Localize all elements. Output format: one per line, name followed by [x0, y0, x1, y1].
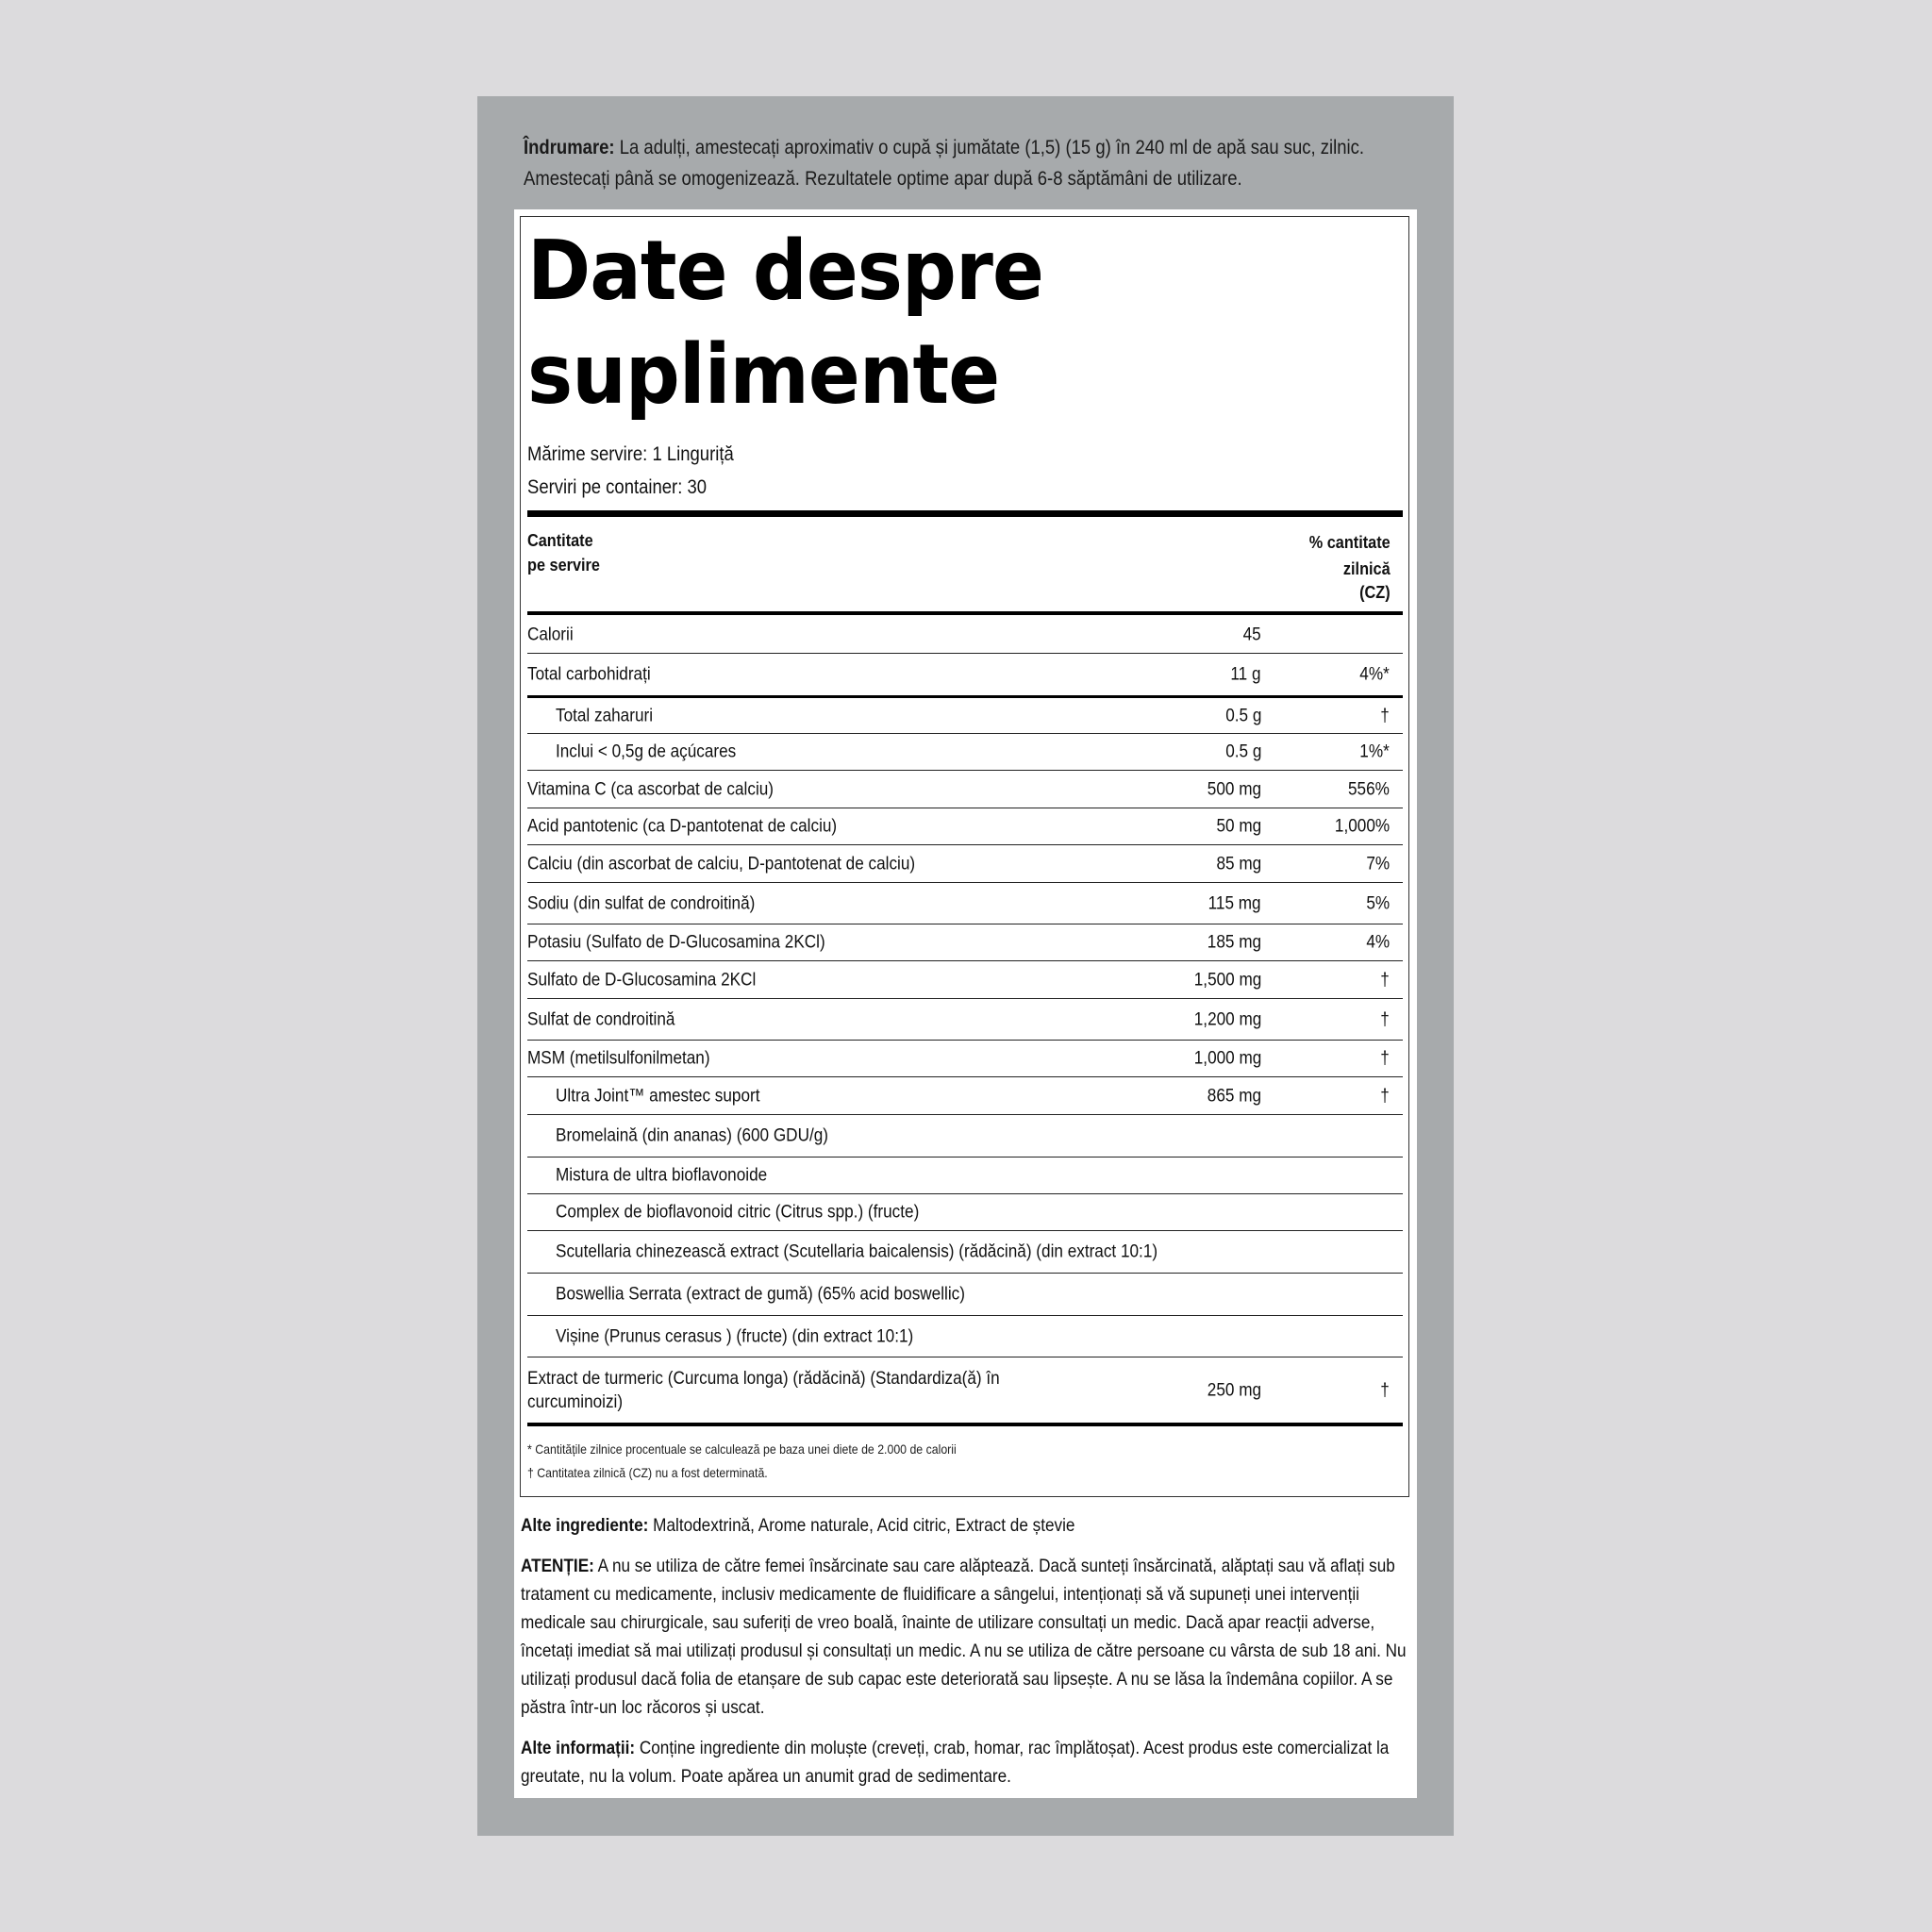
other-ingredients-text: Maltodextrină, Arome naturale, Acid citric, Extract de ștevie	[648, 1515, 1075, 1536]
nutrient-name: Scutellaria chinezească extract (Scutellaria baicalensis) (rădăcină) (din extract 10:1)	[556, 1241, 1158, 1262]
directions-label: Îndrumare:	[524, 136, 615, 158]
nutrient-amount: 1,200 mg	[1193, 1008, 1261, 1029]
table-row	[527, 924, 1403, 960]
servings-per-container: Serviri pe container: 30	[527, 476, 708, 498]
warning-section	[521, 1552, 1413, 1722]
nutrient-amount: 11 g	[1230, 663, 1261, 685]
header-left-line-2: pe servire	[527, 555, 600, 575]
warning-label: ATENȚIE:	[521, 1556, 594, 1576]
thick-rule-top	[527, 510, 1403, 517]
nutrient-amount: 1,000 mg	[1193, 1047, 1261, 1069]
other-ingredients	[521, 1511, 1413, 1540]
table-row	[527, 844, 1403, 882]
nutrient-name: Acid pantotenic (ca D-pantotenat de calciu)	[527, 815, 838, 837]
directions-body: La adulți, amestecați aproximativ o cupă și jumătate (1,5) (15 g) în 240 ml de apă sau suc, zilnic. Amestecați până se omogenizează. Rezultatele optime apar după 6-8 săptămâni de utilizare.	[524, 136, 1365, 190]
thick-rule-header	[527, 611, 1403, 615]
other-ingredients-label: Alte ingrediente:	[521, 1515, 649, 1536]
nutrient-daily-value: 4%*	[1359, 663, 1390, 685]
nutrient-amount: 250 mg	[1207, 1379, 1261, 1400]
table-row	[527, 1230, 1403, 1273]
nutrient-amount: 45	[1242, 624, 1261, 644]
nutrient-name: Total zaharuri	[556, 705, 654, 725]
nutrient-name: Sulfat de condroitină	[527, 1008, 675, 1029]
serving-size: Mărime servire: 1 Linguriță	[527, 443, 734, 465]
table-row	[527, 616, 1403, 653]
thick-rule-bottom	[527, 1423, 1403, 1426]
table-row	[527, 1357, 1403, 1423]
nutrient-daily-value: 7%	[1366, 853, 1390, 874]
table-row	[527, 960, 1403, 998]
table-row	[527, 653, 1403, 695]
facts-title: Date despre suplimente	[527, 223, 1043, 423]
nutrient-name: Total carbohidrați	[527, 663, 651, 685]
table-row	[527, 1273, 1403, 1315]
nutrient-name: Boswellia Serrata (extract de gumă) (65% acid boswellic)	[556, 1283, 965, 1305]
table-row	[527, 1157, 1403, 1193]
nutrient-daily-value: †	[1380, 1085, 1390, 1106]
header-left-line-1: Cantitate	[527, 530, 593, 550]
directions-text	[524, 132, 1410, 194]
nutrient-amount: 50 mg	[1216, 815, 1261, 837]
nutrient-daily-value: †	[1380, 1047, 1390, 1069]
other-info-section	[521, 1734, 1413, 1790]
nutrient-amount: 85 mg	[1216, 853, 1261, 874]
nutrient-daily-value: 1,000%	[1334, 815, 1390, 837]
nutrient-amount: 0.5 g	[1224, 741, 1261, 762]
nutrient-daily-value: †	[1380, 969, 1390, 990]
nutrient-name: Potasiu (Sulfato de D-Glucosamina 2KCl)	[527, 931, 825, 953]
nutrient-amount: 1,500 mg	[1193, 969, 1261, 990]
nutrient-daily-value: †	[1380, 1379, 1390, 1400]
nutrient-name: Vișine (Prunus cerasus ) (fructe) (din extract 10:1)	[556, 1325, 914, 1346]
nutrient-amount: 500 mg	[1207, 778, 1261, 799]
nutrient-daily-value: 5%	[1366, 892, 1390, 913]
table-row	[527, 1193, 1403, 1230]
table-row	[527, 1114, 1403, 1157]
table-row	[527, 808, 1403, 844]
table-row	[527, 733, 1403, 770]
nutrient-daily-value: †	[1380, 1008, 1390, 1029]
footnote-dagger: † Cantitatea zilnică (CZ) nu a fost determinată.	[527, 1465, 768, 1480]
nutrient-name: Extract de turmeric (Curcuma longa) (rădăcină) (Standardiza(ă) în curcuminoizi)	[527, 1367, 1000, 1412]
header-amount-per-serving	[527, 528, 600, 577]
nutrient-name: Ultra Joint™ amestec suport	[556, 1085, 760, 1106]
other-info-label: Alte informații:	[521, 1738, 636, 1758]
nutrient-name: Mistura de ultra bioflavonoide	[556, 1164, 768, 1186]
nutrient-name: MSM (metilsulfonilmetan)	[527, 1047, 710, 1069]
header-daily-value	[1309, 528, 1391, 604]
table-row	[527, 1315, 1403, 1357]
warning-text: A nu se utiliza de către femei însărcinate sau care alăptează. Dacă sunteți însărcinată, alăptați sau vă aflați sub tratament cu medicamente, inclusiv medicamente de fluidificare a sângelui, intenționați să vă supuneți unei intervenții medicale sau chirurgicale, sau suferiți de vreo boală, înainte de utilizare consultați un medic. Dacă apar reacții adverse, încetați imediat să mai utilizați produsul și consultați un medic. A nu se utiliza de către persoane cu vârsta de sub 18 ani. Nu utilizați produsul dacă folia de etanșare de sub capac este deteriorată sau lipsește. A nu se lăsa la îndemâna copiilor. A se păstra într-un loc răcoros și uscat.	[521, 1556, 1407, 1718]
table-row	[527, 998, 1403, 1040]
nutrient-amount: 115 mg	[1208, 892, 1261, 913]
nutrient-amount: 865 mg	[1207, 1085, 1261, 1106]
nutrient-name: Sulfato de D-Glucosamina 2KCl	[527, 969, 757, 990]
nutrient-name: Inclui < 0,5g de açúcares	[556, 741, 737, 762]
other-info-text: Conține ingrediente din moluște (creveți, crab, homar, rac împlătoșat). Acest produs este comercializat la greutate, nu la volum. Poate apărea un anumit grad de sedimentare.	[521, 1738, 1390, 1787]
footnote-daily-values: * Cantitățile zilnice procentuale se calculează pe baza unei diete de 2.000 de calorii	[527, 1441, 957, 1457]
nutrient-daily-value: 556%	[1348, 778, 1390, 799]
nutrient-name: Complex de bioflavonoid citric (Citrus spp.) (fructe)	[556, 1201, 920, 1223]
table-row	[527, 770, 1403, 808]
nutrient-name: Calciu (din ascorbat de calciu, D-pantotenat de calciu)	[527, 853, 916, 874]
nutrient-daily-value: †	[1380, 705, 1390, 725]
nutrient-daily-value: 1%*	[1359, 741, 1390, 762]
nutrient-name: Bromelaină (din ananas) (600 GDU/g)	[556, 1124, 828, 1146]
header-right-line-3: (CZ)	[1359, 582, 1391, 602]
nutrient-amount: 185 mg	[1207, 931, 1261, 953]
nutrient-name: Calorii	[527, 624, 574, 644]
nutrient-name: Vitamina C (ca ascorbat de calciu)	[527, 778, 774, 799]
header-right-line-1: % cantitate	[1309, 532, 1391, 552]
nutrient-daily-value: 4%	[1366, 931, 1390, 953]
table-row	[527, 882, 1403, 924]
table-row	[527, 1076, 1403, 1114]
nutrient-amount: 0.5 g	[1224, 705, 1261, 725]
header-right-line-2: zilnică	[1343, 558, 1391, 578]
nutrient-name: Sodiu (din sulfat de condroitină)	[527, 892, 756, 913]
table-row	[527, 695, 1403, 733]
table-row	[527, 1040, 1403, 1076]
